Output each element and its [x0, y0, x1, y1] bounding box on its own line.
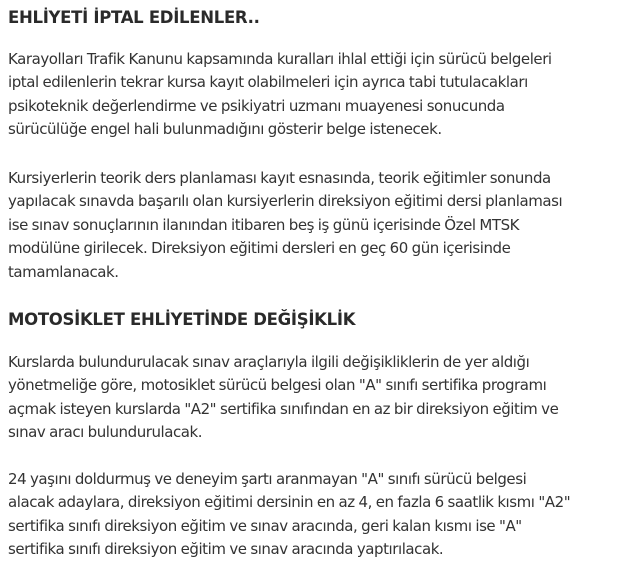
section-heading-motorcycle-license: MOTOSİKLET EHLİYETİNDE DEĞİŞİKLİK — [8, 310, 356, 329]
paragraph-a-class-training: 24 yaşını doldurmuş ve deneyim şartı aranmayan "A" sınıfı sürücü belgesi alacak adaylara, direksiyon eğitimi dersinin en az 4, en fazla 6 saatlik kısmı "A2" sertifika sınıfı direksiyon eğitim ve sınav aracında, geri kalan kısmı ise "A" sertifika sınıfı direksiyon eğitim ve sınav aracında yaptırılacak. — [8, 470, 571, 559]
paragraph-revoked-requirements: Karayolları Trafik Kanunu kapsamında kuralları ihlal ettiği için sürücü belgeleri iptal edilenlerin tekrar kursa kayıt olabilmeleri için ayrıca tabi tutulacakları psikoteknik değerlendirme ve psikiyatri uzmanı muayenesi sonucunda sürücülüğe engel hali bulunmadığını gösterir belge istenecek. — [8, 50, 552, 139]
paragraph-course-planning: Kursiyerlerin teorik ders planlaması kayıt esnasında, teorik eğitimler sonunda yapılacak sınavda başarılı olan kursiyerlerin direksiyon eğitimi dersi planlaması ise sınav sonuçlarının ilanından itibaren beş iş günü içerisinde Özel MTSK modülüne girilecek. Direksiyon eğitimi dersleri en geç 60 gün içerisinde tamamlanacak. — [8, 169, 563, 281]
paragraph-exam-vehicles: Kurslarda bulundurulacak sınav araçlarıyla ilgili değişikliklerin de yer aldığı yönetmeliğe göre, motosiklet sürücü belgesi olan "A" sınıfı sertifika programı açmak isteyen kurslarda "A2" sertifika sınıfından en az bir direksiyon eğitim ve sınav aracı bulundurulacak. — [8, 353, 559, 442]
section-heading-license-revoked: EHLİYETİ İPTAL EDİLENLER.. — [8, 8, 260, 27]
